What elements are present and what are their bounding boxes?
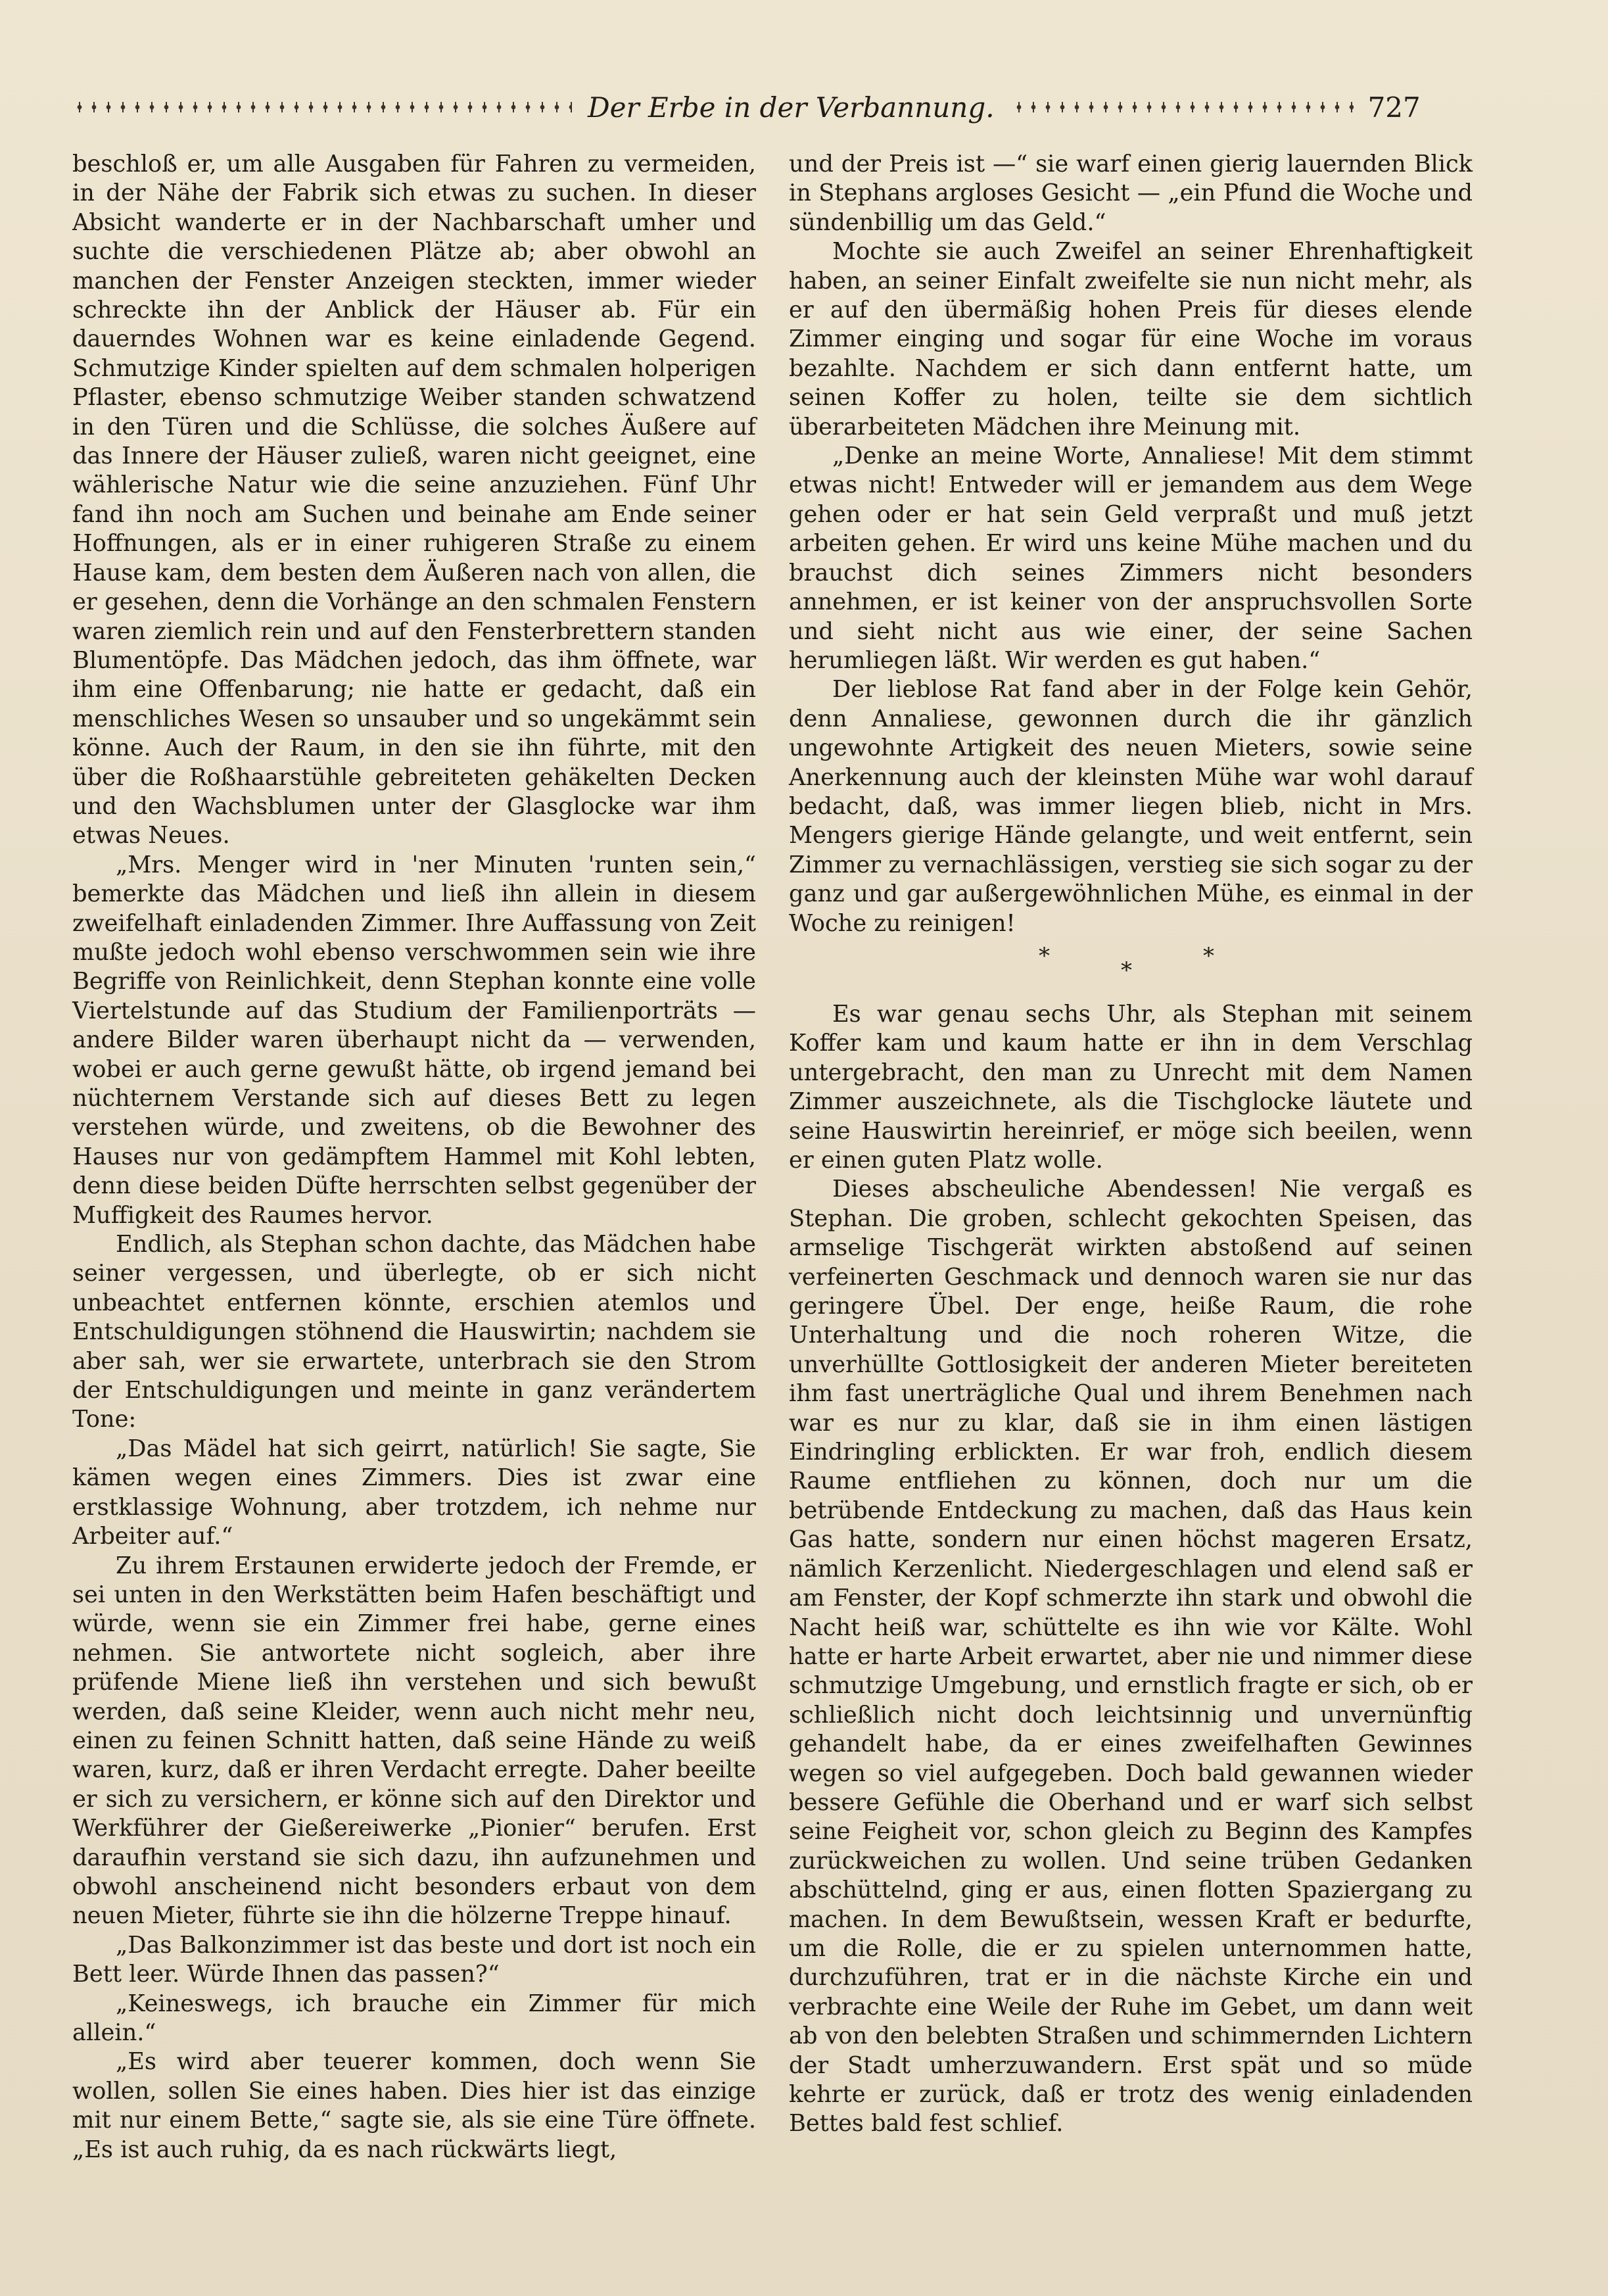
paragraph: und der Preis ist —“ sie warf einen gierig lauernden Blick in Stephans argloses Gesicht — „ein Pfund die Woche und sündenbillig um das Geld.“: [789, 151, 1473, 236]
paragraph: „Mrs. Menger wird in 'ner Minuten 'runten sein,“ bemerkte das Mädchen und ließ ihn allein in diesem zweifelhaft einladenden Zimmer. Ihre Auffassung von Zeit mußte jedoch wohl ebenso verschwommen sein wie ihre Begriffe von Reinlichkeit, denn Stephan konnte eine volle Viertelstunde auf das Studium der Familienporträts — andere Bilder waren überhaupt nicht da — verwenden, wobei er auch gerne gewußt hätte, ob irgend jemand bei nüchternem Verstande sich auf dieses Bett zu legen verstehen würde, und zweitens, ob die Bewohner des Hauses nur von gedämpftem Hammel mit Kohl lebten, denn diese beiden Düfte herrschten selbst gegenüber der Muffigkeit des Raumes hervor.: [72, 851, 756, 1229]
paragraph: Zu ihrem Erstaunen erwiderte jedoch der Fremde, er sei unten in den Werkstätten beim Hafen beschäftigt und würde, wenn sie ein Zimmer frei habe, gerne eines nehmen. Sie antwortete nicht sogleich, aber ihre prüfende Miene ließ ihn verstehen und sich bewußt werden, daß seine Kleider, wenn auch nicht mehr neu, einen zu feinen Schnitt hatten, daß seine Hände zu weiß waren, kurz, daß er ihren Verdacht erregte. Daher beeilte er sich zu versichern, er könne sich auf den Direktor und Werkführer der Gießereiwerke „Pionier“ berufen. Erst daraufhin verstand sie sich dazu, ihn aufzunehmen und obwohl anscheinend nicht besonders erbaut von dem neuen Mieter, führte sie ihn die hölzerne Treppe hinauf.: [72, 1552, 756, 1930]
text-column-right: [789, 150, 1473, 2139]
paragraph: Mochte sie auch Zweifel an seiner Ehrenhaftigkeit haben, an seiner Einfalt zweifelte sie nun nicht mehr, als er auf den übermäßig hohen Preis für dieses elende Zimmer einging und sogar für eine Woche im voraus bezahlte. Nachdem er sich dann entfernt hatte, um seinen Koffer zu holen, teilte sie dem sichtlich überarbeiteten Mädchen ihre Meinung mit.: [789, 238, 1473, 441]
paragraph: „Das Mädel hat sich geirrt, natürlich! Sie sagte, Sie kämen wegen eines Zimmers. Dies ist zwar eine erstklassige Wohnung, aber trotzdem, ich nehme nur Arbeiter auf.“: [72, 1435, 756, 1550]
decorative-rule-right: [1012, 102, 1354, 112]
paragraph: „Das Balkonzimmer ist das beste und dort ist noch ein Bett leer. Würde Ihnen das passen?“: [72, 1931, 756, 1988]
page-number: 727: [1367, 91, 1421, 124]
paragraph: Endlich, als Stephan schon dachte, das Mädchen habe seiner vergessen, und überlegte, ob er sich nicht unbeachtet entfernen könnte, erschien atemlos und Entschuldigungen stöhnend die Hauswirtin; nachdem sie aber sah, wer sie erwartete, unterbrach sie den Strom der Entschuldigungen und meinte in ganz verändertem Tone:: [72, 1231, 756, 1433]
paragraph: beschloß er, um alle Ausgaben für Fahren zu vermeiden, in der Nähe der Fabrik sich etwas zu suchen. In dieser Absicht wanderte er in der Nachbarschaft umher und suchte die verschiedenen Plätze ab; aber obwohl an manchen der Fenster Anzeigen steckten, immer wieder schreckte ihn der Anblick der Häuser ab. Für ein dauerndes Wohnen war es keine einladende Gegend. Schmutzige Kinder spielten auf dem schmalen holperigen Pflaster, ebenso schmutzige Weiber standen schwatzend in den Türen und die Schlüsse, die solches Äußere auf das Innere der Häuser zuließ, waren nicht geeignet, eine wählerische Natur wie die seine anzuziehen. Fünf Uhr fand ihn noch am Suchen und beinahe am Ende seiner Hoffnungen, als er in einer ruhigeren Straße zu einem Hause kam, dem besten dem Äußeren nach von allen, die er gesehen, denn die Vorhänge an den schmalen Fenstern waren ziemlich rein und auf den Fensterbrettern standen Blumentöpfe. Das Mädchen jedoch, das ihm öffnete, war ihm eine Offenbarung; nie hatte er gedacht, daß ein menschliches Wesen so unsauber und so ungekämmt sein könne. Auch der Raum, in den sie ihn führte, mit den über die Roßhaarstühle gebreiteten gehäkelten Decken und den Wachsblumen unter der Glasglocke war ihm etwas Neues.: [72, 151, 756, 849]
asterisk: *: [1121, 957, 1132, 984]
page-header: [72, 84, 1479, 130]
text-column-left: [72, 150, 756, 2164]
paragraph: Dieses abscheuliche Abendessen! Nie vergaß es Stephan. Die groben, schlecht gekochten Speisen, das armselige Tischgerät wirkten abstoßend auf seinen verfeinerten Geschmack und dennoch waren sie nur das geringere Übel. Der enge, heiße Raum, die rohe Unterhaltung und die noch roheren Witze, die unverhüllte Gottlosigkeit der anderen Mieter bereiteten ihm fast unerträgliche Qual und ihrem Benehmen nach war es nur zu klar, daß sie in ihm einen lästigen Eindringling erblickten. Er war froh, endlich diesem Raume entfliehen zu können, doch nur um die betrübende Entdeckung zu machen, daß das Haus kein Gas hatte, sondern nur einen höchst mageren Ersatz, nämlich Kerzenlicht. Niedergeschlagen und elend saß er am Fenster, der Kopf schmerzte ihn stark und obwohl die Nacht heiß war, schüttelte es ihn wie vor Kälte. Wohl hatte er harte Arbeit erwartet, aber nie und nimmer diese schmutzige Umgebung, und ernstlich fragte er sich, ob er schließlich nicht doch leichtsinnig und unvernünftig gehandelt habe, da er eines zweifelhaften Gewinnes wegen so viel aufgegeben. Doch bald gewannen wieder bessere Gefühle die Oberhand und er warf sich selbst seine Feigheit vor, schon gleich zu Beginn des Kampfes zurückweichen zu wollen. Und seine trüben Gedanken abschüttelnd, ging er aus, einen flotten Spaziergang zu machen. In dem Bewußtsein, wessen Kraft er bedurfte, um die Rolle, die er zu spielen unternommen hatte, durchzuführen, trat er in die nächste Kirche ein und verbrachte eine Weile der Ruhe im Gebet, um dann weit ab von den belebten Straßen und schimmernden Lichtern der Stadt umherzuwandern. Erst spät und so müde kehrte er zurück, daß er trotz des wenig einladenden Bettes bald fest schlief.: [789, 1176, 1473, 2138]
paragraph: „Denke an meine Worte, Annaliese! Mit dem stimmt etwas nicht! Entweder will er jemandem aus dem Wege gehen oder er hat sein Geld verpraßt und muß jetzt arbeiten gehen. Er wird uns keine Mühe machen und du brauchst dich seines Zimmers nicht besonders annehmen, er ist keiner von der anspruchsvollen Sorte und sieht nicht aus wie einer, der seine Sachen herumliegen läßt. Wir werden es gut haben.“: [789, 442, 1473, 674]
paragraph: Der lieblose Rat fand aber in der Folge kein Gehör, denn Annaliese, gewonnen durch die ihr gänzlich ungewohnte Artigkeit des neuen Mieters, sowie seine Anerkennung auch der kleinsten Mühe war wohl darauf bedacht, daß, was immer liegen blieb, nicht in Mrs. Mengers gierige Hände gelangte, und weit entfernt, sein Zimmer zu vernachlässigen, verstieg sie sich sogar zu der ganz und gar außergewöhnlichen Mühe, es einmal in der Woche zu reinigen!: [789, 676, 1473, 937]
paragraph: „Keineswegs, ich brauche ein Zimmer für mich allein.“: [72, 1990, 756, 2046]
paragraph: Es war genau sechs Uhr, als Stephan mit seinem Koffer kam und kaum hatte er ihn in dem Verschlag untergebracht, den man zu Unrecht mit dem Namen Zimmer auszeichnete, als die Tischglocke läutete und seine Hauswirtin hereinrief, er möge sich beeilen, wenn er einen guten Platz wolle.: [789, 1000, 1473, 1174]
paragraph: „Es wird aber teuerer kommen, doch wenn Sie wollen, sollen Sie eines haben. Dies hier ist das einzige mit nur einem Bette,“ sagte sie, als sie eine Türe öffnete. „Es ist auch ruhig, da es nach rückwärts liegt,: [72, 2048, 756, 2163]
asterisk: *: [1203, 942, 1214, 969]
asterisk: *: [1039, 942, 1050, 969]
running-title: Der Erbe in der Verbannung.: [588, 91, 995, 124]
section-break-asterism: [789, 940, 1473, 997]
decorative-rule-left: [72, 102, 572, 112]
